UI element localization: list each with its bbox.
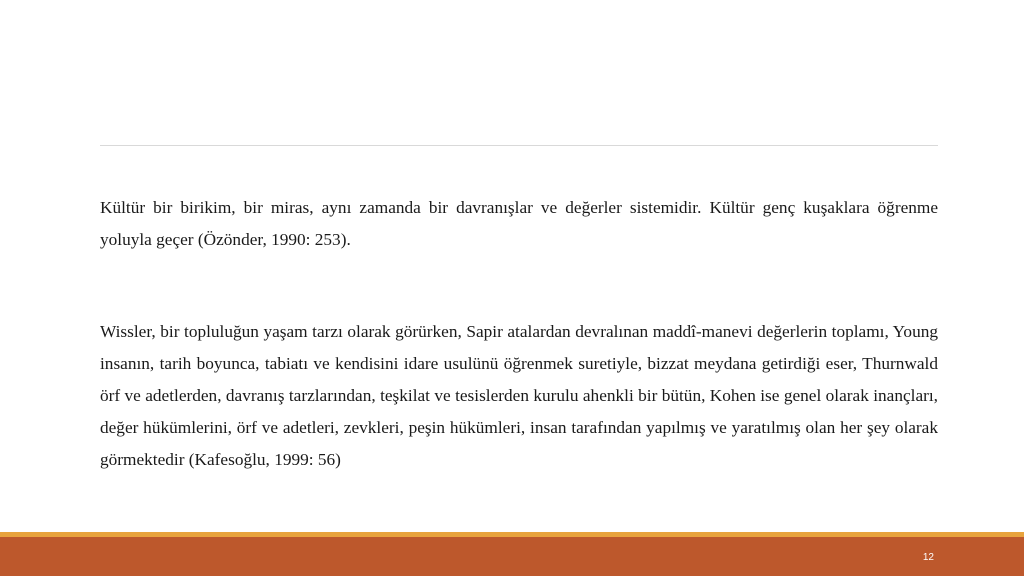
footer-bar xyxy=(0,537,1024,576)
title-divider xyxy=(100,145,938,146)
body-paragraph-2: Wissler, bir topluluğun yaşam tarzı olarak görürken, Sapir atalardan devralınan maddî-manevi değerlerin toplamı, Young insanın, tarih boyunca, tabiatı ve kendisini idare usulünü öğrenmek suretiyle, bizzat meydana getirdiği eser, Thurnwald örf ve adetlerden, davranış tarzlarından, teşkilat ve tesislerden kurulu ahenkli bir bütün, Kohen ise genel olarak inançları, değer hükümlerini, örf ve adetleri, zevkleri, peşin hükümleri, insan tarafından yapılmış ve yaratılmış olan her şey olarak görmektedir (Kafesoğlu, 1999: 56) xyxy=(100,322,938,469)
page-number: 12 xyxy=(922,552,934,563)
body-paragraph-1: Kültür bir birikim, bir miras, aynı zamanda bir davranışlar ve değerler sistemidir. Kültür genç kuşaklara öğrenme yoluyla geçer (Özönder, 1990: 253). xyxy=(100,198,938,249)
slide-title-placeholder xyxy=(100,20,938,130)
